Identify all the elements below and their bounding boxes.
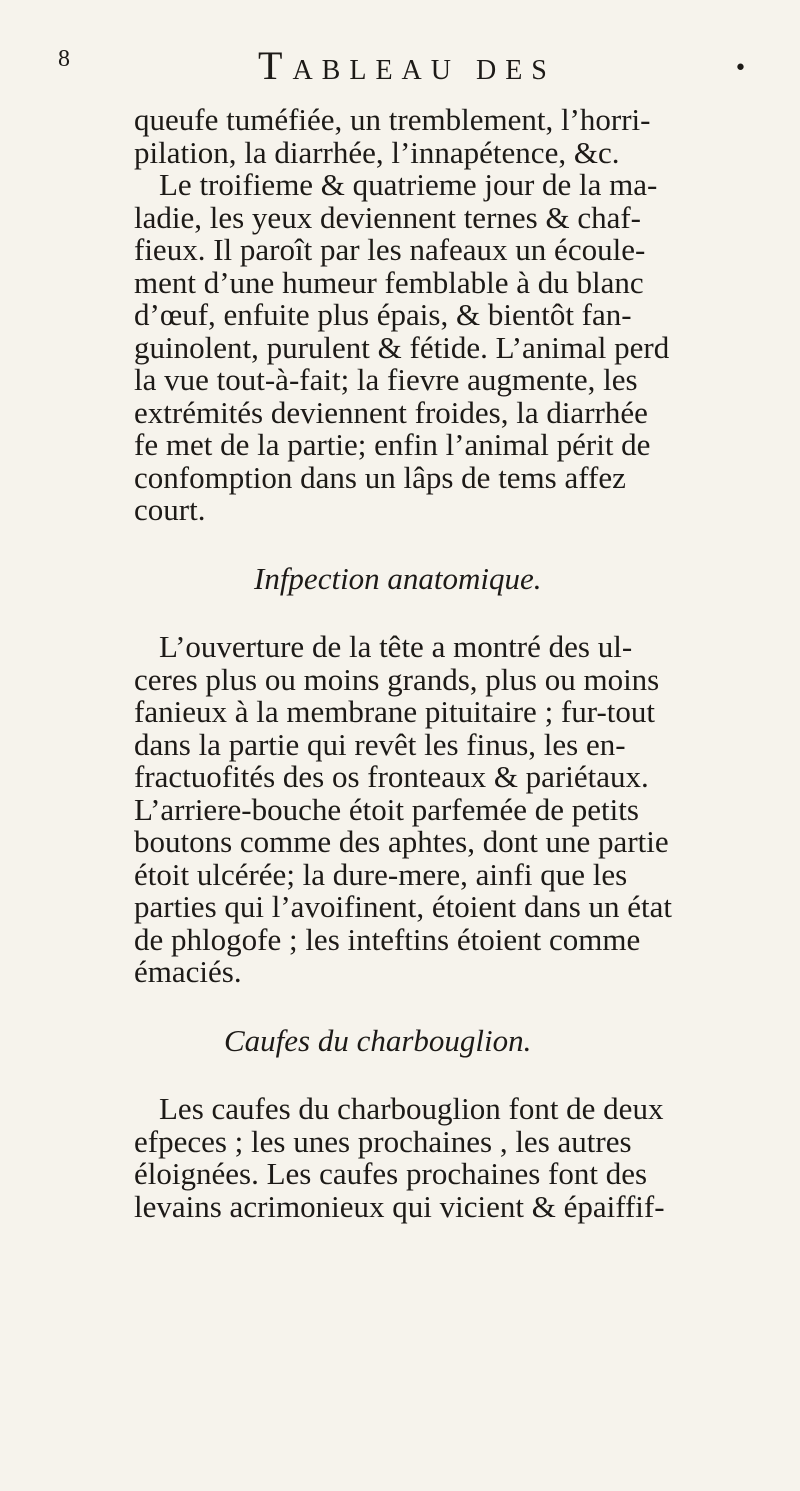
text-line: guinolent, purulent & fétide. L’animal perd	[134, 329, 670, 365]
text-line: levains acrimonieux qui vicient & épaiffif-	[134, 1188, 665, 1224]
spacer	[134, 1057, 774, 1093]
text-line: queufe tuméfiée, un tremblement, l’horri-	[134, 102, 651, 137]
text-line: éloignées. Les caufes prochaines font des	[134, 1156, 648, 1191]
text-line: d’œuf, enfuite plus épais, & bientôt fan-	[134, 297, 632, 332]
text-line: de phlogofe ; les inteftins étoient comme	[134, 921, 641, 957]
text-line: L’arriere-bouche étoit parfemée de petits	[134, 791, 639, 827]
text-line: fractuofités des os fronteaux & pariétaux.	[134, 759, 649, 794]
page-number: 8	[58, 46, 70, 72]
paragraph-start: Les caufes du charbouglion font de deux	[159, 1091, 664, 1126]
body-text	[134, 104, 774, 1223]
text-line: boutons comme des aphtes, dont une partie	[134, 824, 669, 859]
spacer	[134, 527, 774, 563]
text-line: parties qui l’avoifinent, étoient dans un état	[134, 889, 673, 924]
header-marker: •	[734, 56, 747, 81]
text-line: fanieux à la membrane pituitaire ; fur-tout	[134, 694, 656, 729]
text-line: fe met de la partie; enfin l’animal périt de	[134, 427, 651, 462]
text-line: dans la partie qui revêt les finus, les en-	[134, 726, 626, 762]
text-line: confomption dans un lâps de tems affez	[134, 459, 626, 495]
section-heading-causes: Caufes du charbouglion.	[224, 1022, 532, 1058]
running-title	[258, 42, 556, 89]
text-line: ment d’une humeur femblable à du blanc	[134, 264, 644, 300]
paragraph-start: Le troifieme & quatrieme jour de la ma-	[159, 167, 658, 202]
spacer	[134, 595, 774, 631]
spacer	[134, 989, 774, 1025]
text-line: efpeces ; les unes prochaines , les autres	[134, 1123, 632, 1159]
text-line: émaciés.	[134, 954, 242, 989]
running-title-rest: ABLEAU DES	[292, 55, 556, 86]
text-line: étoit ulcérée; la dure-mere, ainfi que les	[134, 856, 628, 892]
text-line: court.	[134, 492, 206, 527]
text-line: ladie, les yeux deviennent ternes & chaf-	[134, 199, 641, 235]
page-header	[58, 38, 747, 88]
paragraph-start: L’ouverture de la tête a montré des ul-	[159, 629, 633, 664]
text-line: ceres plus ou moins grands, plus ou moins	[134, 661, 660, 697]
text-line: extrémités deviennent froides, la diarrhée	[134, 394, 648, 430]
section-heading-anatomy: Infpection anatomique.	[254, 560, 542, 596]
text-line: la vue tout-à-fait; la fievre augmente, les	[134, 362, 638, 397]
running-title-initial: T	[258, 43, 293, 88]
text-line: pilation, la diarrhée, l’innapétence, &c.	[134, 134, 620, 170]
text-line: fieux. Il paroît par les nafeaux un écoule-	[134, 232, 646, 267]
